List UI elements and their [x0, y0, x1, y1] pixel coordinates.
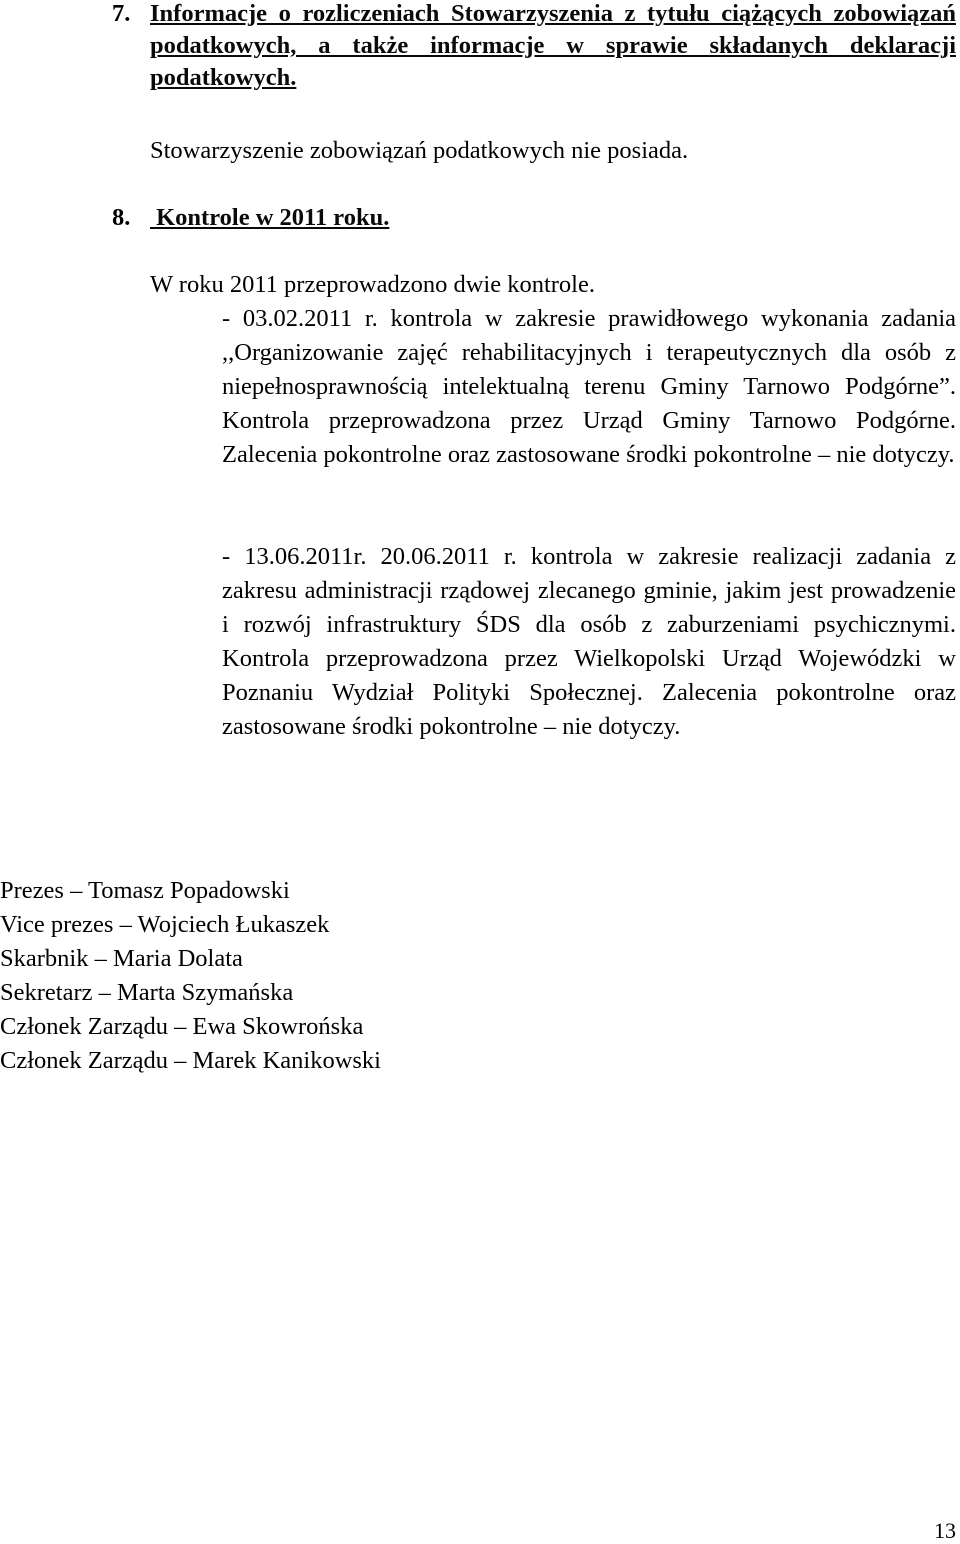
section-7-heading — [112, 0, 958, 98]
signature-line: Vice prezes – Wojciech Łukaszek — [0, 911, 330, 938]
section-7-title: Informacje o rozliczeniach Stowarzyszenia z tytułu ciążących zobowiązań podatkowych, a także informacje w sprawie składanych deklaracji podatkowych. — [150, 0, 956, 91]
signature-list — [0, 874, 381, 1078]
section-8-heading — [112, 202, 958, 236]
section-7-number: 7. — [112, 0, 131, 27]
signature-line: Prezes – Tomasz Popadowski — [0, 877, 290, 904]
signature-line: Skarbnik – Maria Dolata — [0, 945, 243, 972]
signature-line: Członek Zarządu – Ewa Skowrońska — [0, 1013, 364, 1040]
inspection-item-2: - 13.06.2011r. 20.06.2011 r. kontrola w zakresie realizacji zadania z zakresu administracji rządowej zlecanego gminie, jakim jest prowadzenie i rozwój infrastruktury ŚDS dla osób z zaburzeniami psychicznymi. Kontrola przeprowadzona przez Wielkopolski Urząd Wojewódzki w Poznaniu Wydział Polityki Społecznej. Zalecenia pokontrolne oraz zastosowane środki pokontrolne – nie dotyczy. — [222, 543, 956, 740]
section-8-title: Kontrole w 2011 roku. — [150, 204, 390, 231]
inspection-item-1: - 03.02.2011 r. kontrola w zakresie prawidłowego wykonania zadania ,,Organizowanie zajęć rehabilitacyjnych i terapeutycznych dla osób z niepełnosprawnością intelektualną terenu Gminy Tarnowo Podgórne”. Kontrola przeprowadzona przez Urząd Gminy Tarnowo Podgórne. Zalecenia pokontrolne oraz zastosowane środki pokontrolne – nie dotyczy. — [222, 305, 956, 468]
section-8-intro: W roku 2011 przeprowadzono dwie kontrole. — [150, 271, 595, 298]
signature-line: Sekretarz – Marta Szymańska — [0, 979, 294, 1006]
page-number: 13 — [934, 1518, 956, 1543]
section-7-body: Stowarzyszenie zobowiązań podatkowych nie posiada. — [150, 137, 689, 164]
signature-line: Członek Zarządu – Marek Kanikowski — [0, 1047, 381, 1074]
section-8-number: 8. — [112, 204, 131, 231]
